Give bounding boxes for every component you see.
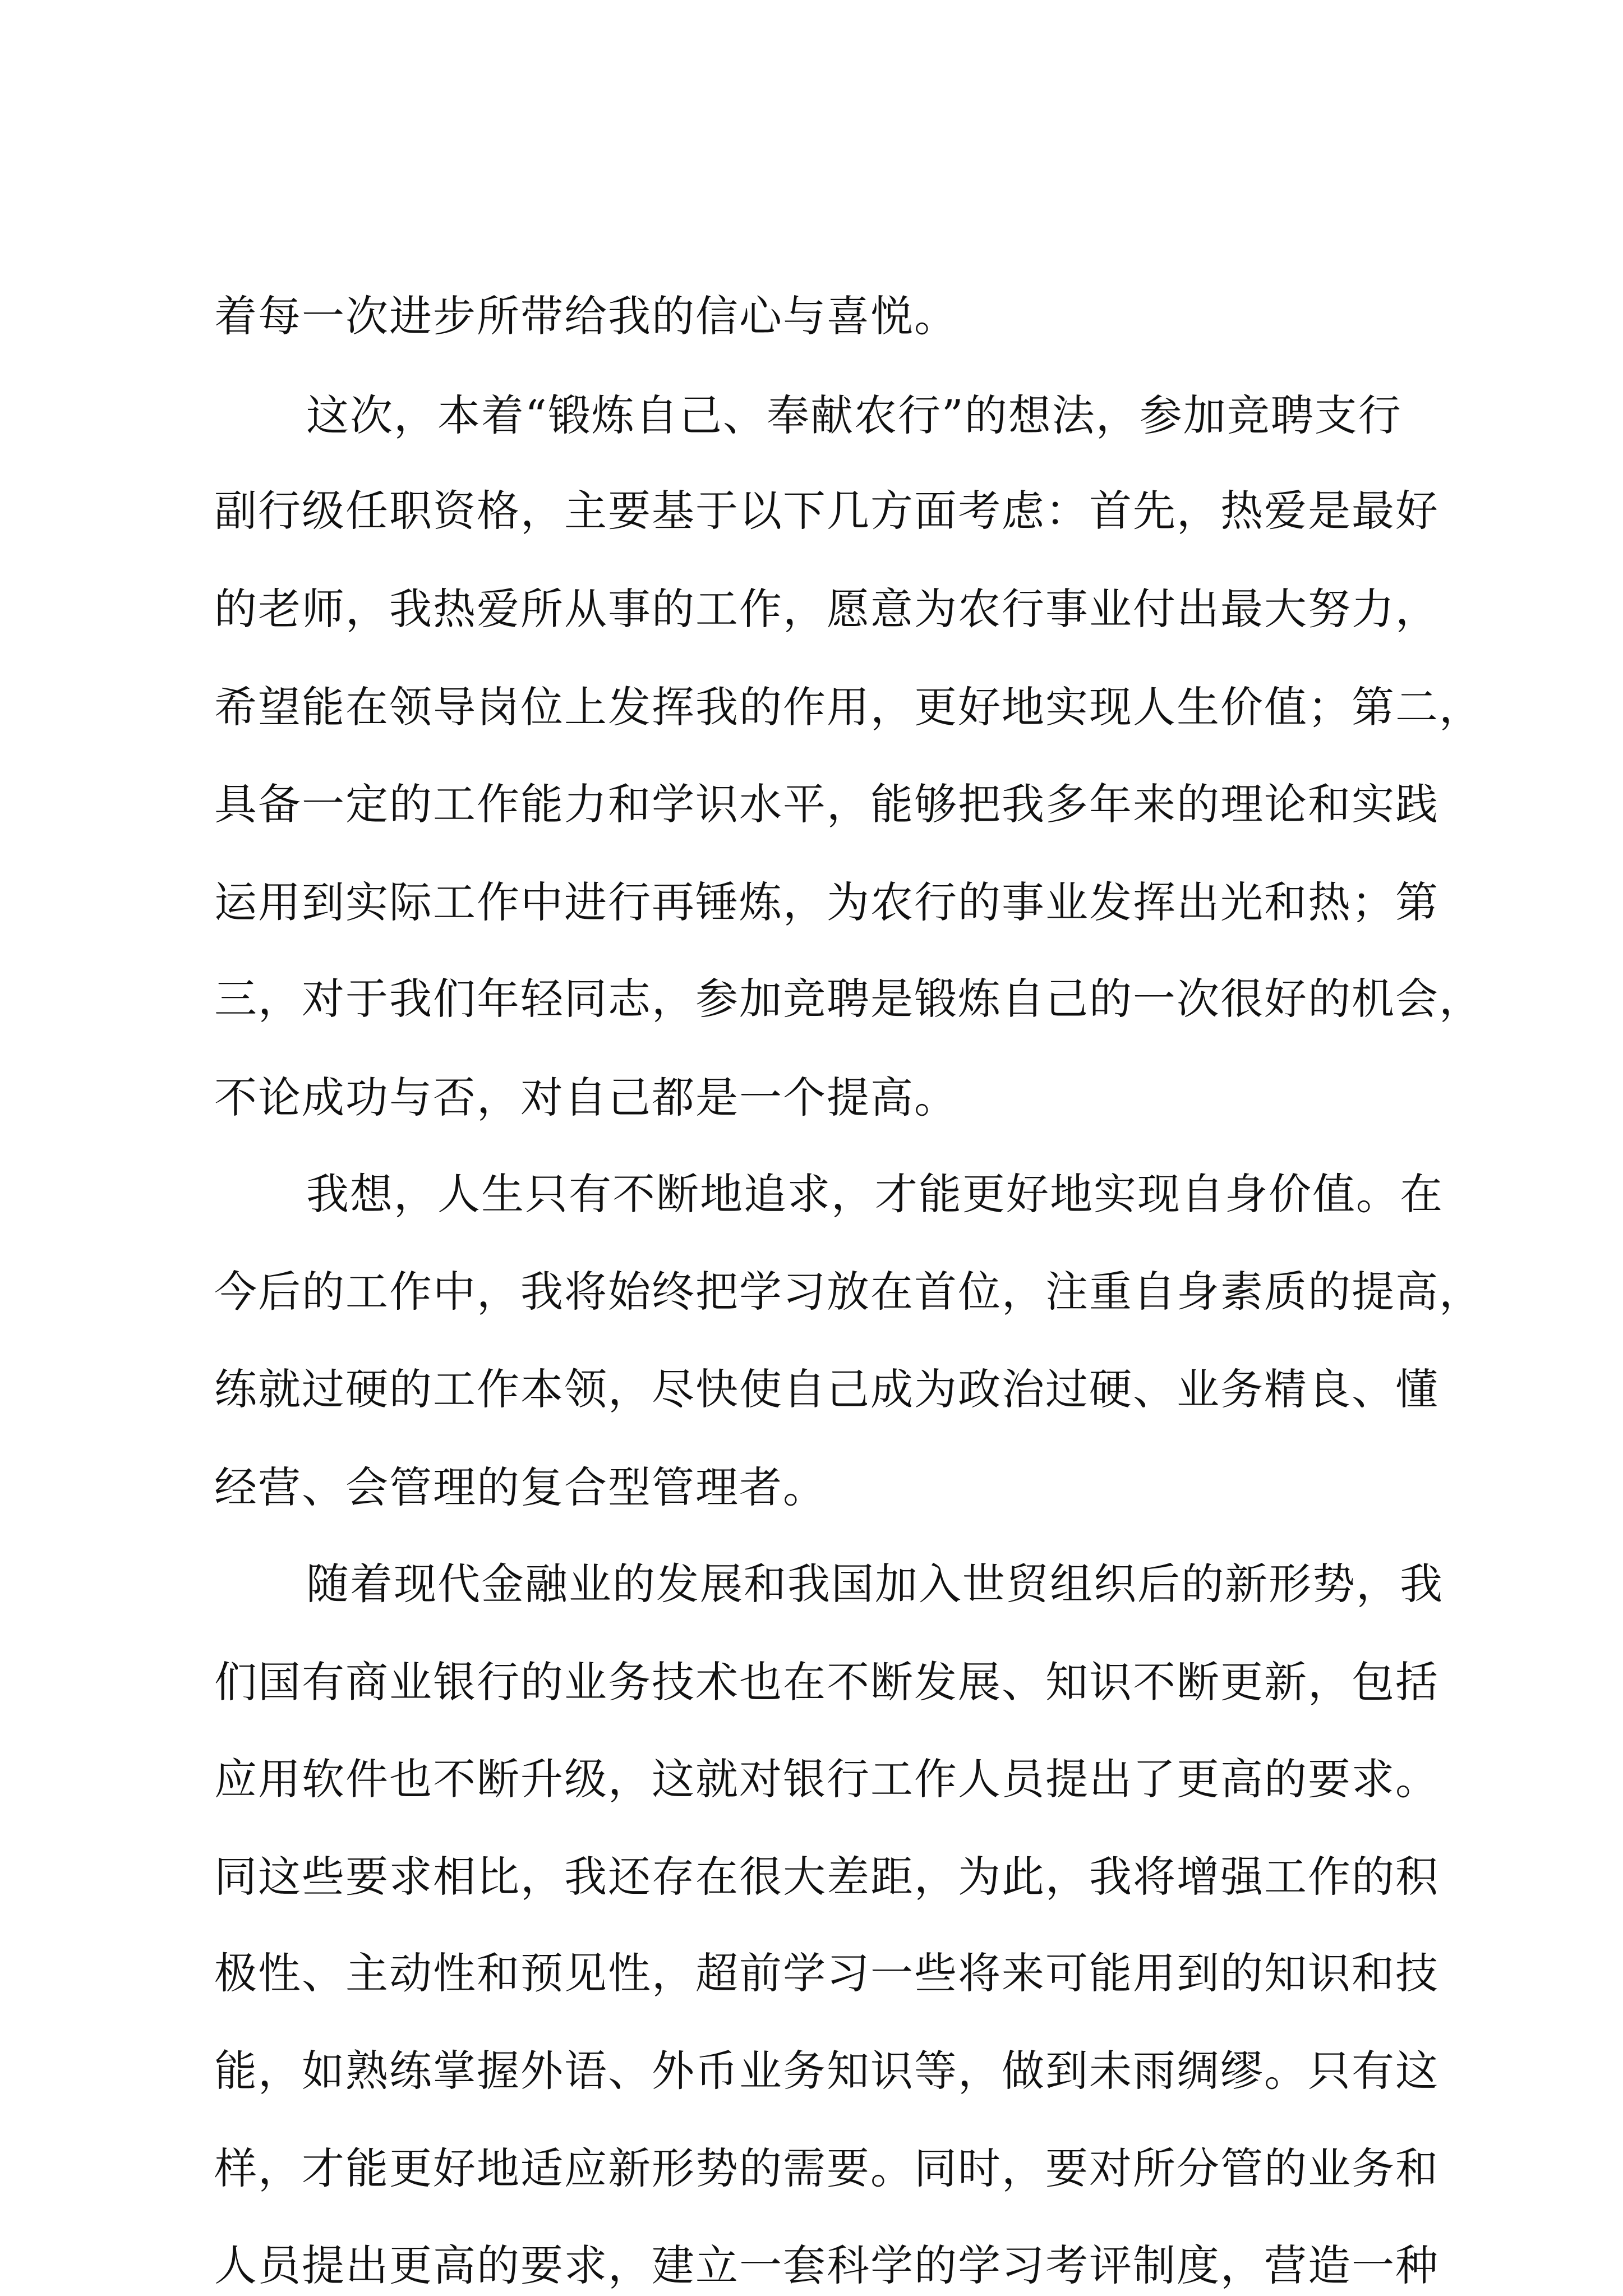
text-line: 练就过硬的工作本领，尽快使自己成为政治过硬、业务精良、懂	[214, 1364, 1439, 1414]
text-line: 应用软件也不断升级，这就对银行工作人员提出了更高的要求。	[214, 1754, 1439, 1804]
text-line: 副行级任职资格，主要基于以下几方面考虑：首先，热爱是最好	[214, 486, 1439, 536]
text-line: 极性、主动性和预见性，超前学习一些将来可能用到的知识和技	[214, 1948, 1439, 1998]
text-line-paragraph-start: 随着现代金融业的发展和我国加入世贸组织后的新形势，我	[306, 1559, 1444, 1609]
text-line: 的老师，我热爱所从事的工作，愿意为农行事业付出最大努力，	[214, 584, 1439, 634]
text-line: 人员提出更高的要求，建立一套科学的学习考评制度，营造一种	[214, 2240, 1439, 2290]
text-line-paragraph-start: 这次，本着“锻炼自己、奉献农行”的想法，参加竞聘支行	[306, 390, 1402, 440]
text-line: 着每一次进步所带给我的信心与喜悦。	[214, 291, 958, 341]
text-line: 经营、会管理的复合型管理者。	[214, 1462, 827, 1512]
text-line: 不论成功与否，对自己都是一个提高。	[214, 1073, 958, 1122]
text-line: 们国有商业银行的业务技术也在不断发展、知识不断更新，包括	[214, 1657, 1439, 1707]
text-line: 三，对于我们年轻同志，参加竞聘是锻炼自己的一次很好的机会，	[214, 974, 1483, 1024]
text-line: 样，才能更好地适应新形势的需要。同时，要对所分管的业务和	[214, 2143, 1439, 2193]
text-line: 能，如熟练掌握外语、外币业务知识等，做到未雨绸缪。只有这	[214, 2046, 1439, 2096]
text-line: 运用到实际工作中进行再锤炼，为农行的事业发挥出光和热；第	[214, 877, 1439, 927]
text-line: 今后的工作中，我将始终把学习放在首位，注重自身素质的提高，	[214, 1267, 1483, 1317]
text-line: 希望能在领导岗位上发挥我的作用，更好地实现人生价值；第二，	[214, 682, 1483, 732]
text-line: 同这些要求相比，我还存在很大差距，为此，我将增强工作的积	[214, 1852, 1439, 1902]
text-line-paragraph-start: 我想，人生只有不断地追求，才能更好地实现自身价值。在	[306, 1169, 1444, 1219]
text-line: 具备一定的工作能力和学识水平，能够把我多年来的理论和实践	[214, 779, 1439, 829]
